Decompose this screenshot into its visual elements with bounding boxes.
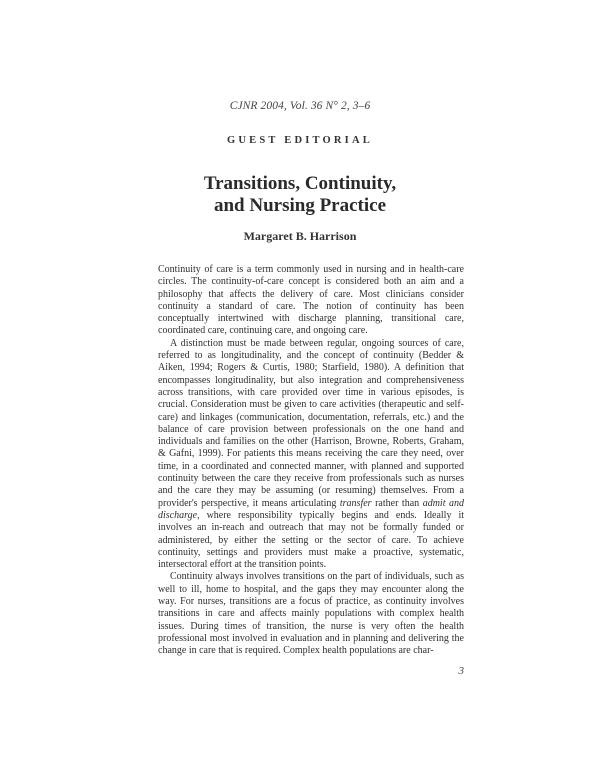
paragraph-2-text: A distinction must be made between regular, ongoing sources of care, referred to as longitudinality, and the concept of continuity (Bedder & Aiken, 1994; Rogers & Curtis, 1980; Starfield, 1980). A definition that encompasses longitudinality, but also integration and comprehensiveness across transitions, with care provided over time in various episodes, is crucial. Consideration must be given to care activities (therapeutic and self-care) and linkages (communication, documentation, referrals, etc.) and the balance of care provision between professionals on the one hand and individuals and families on the other (Harrison, Browne, Roberts, Graham, & Gafni, 1999). For patients this means receiving the care they need, over time, in a coordinated and connected manner, with planned and supported continuity between the care they receive from professionals such as nurses and the care they may be assuming (or resuming) themselves. From a provider's perspective, it means articulating [158, 337, 464, 509]
paragraph-2-emphasis-2: admit and discharge, [158, 497, 464, 521]
paragraph-2-tail: where responsibility typically begins and ends. Ideally it involves an in-reach and outreach that may not be formally funded or administered, by either the setting or the sector of care. To achieve continuity, settings and providers must make a proactive, systematic, intersectoral effort at the transition points. [158, 509, 464, 571]
paragraph-2 [158, 338, 464, 572]
author-name: Margaret B. Harrison [243, 229, 357, 243]
article-title-line-2: and Nursing Practice [213, 195, 387, 216]
journal-reference: CJNR 2004, Vol. 36 N° 2, 3–6 [229, 100, 371, 112]
article-title [0, 173, 600, 217]
paragraph-2-mid: rather than [375, 497, 420, 509]
article-title-line-1: Transitions, Continuity, [203, 173, 397, 194]
page-number: 3 [458, 665, 464, 677]
paragraph-1: Continuity of care is a term commonly used in nursing and in health-care circles. The continuity-of-care concept is considered both an aim and a philosophy that affects the delivery of care. Most clinicians consider continuity a standard of care. The notion of continuity has been conceptually intertwined with discharge planning, transitional care, coordinated care, continuing care, and ongoing care. [158, 264, 464, 337]
paragraph-2-emphasis-1: transfer [339, 497, 372, 509]
paragraph-3: Continuity always involves transitions on the part of individuals, such as well to ill, home to hospital, and the gaps they may encounter along the way. For nurses, transitions are a focus of practice, as continuity involves transitions in care and affects mainly populations with complex health issues. During times of transition, the nurse is very often the health professional most involved in evaluation and in planning and delivering the change in care that is required. Complex health populations are char- [158, 571, 464, 657]
article-body [158, 264, 464, 658]
section-label: GUEST EDITORIAL [227, 135, 373, 146]
